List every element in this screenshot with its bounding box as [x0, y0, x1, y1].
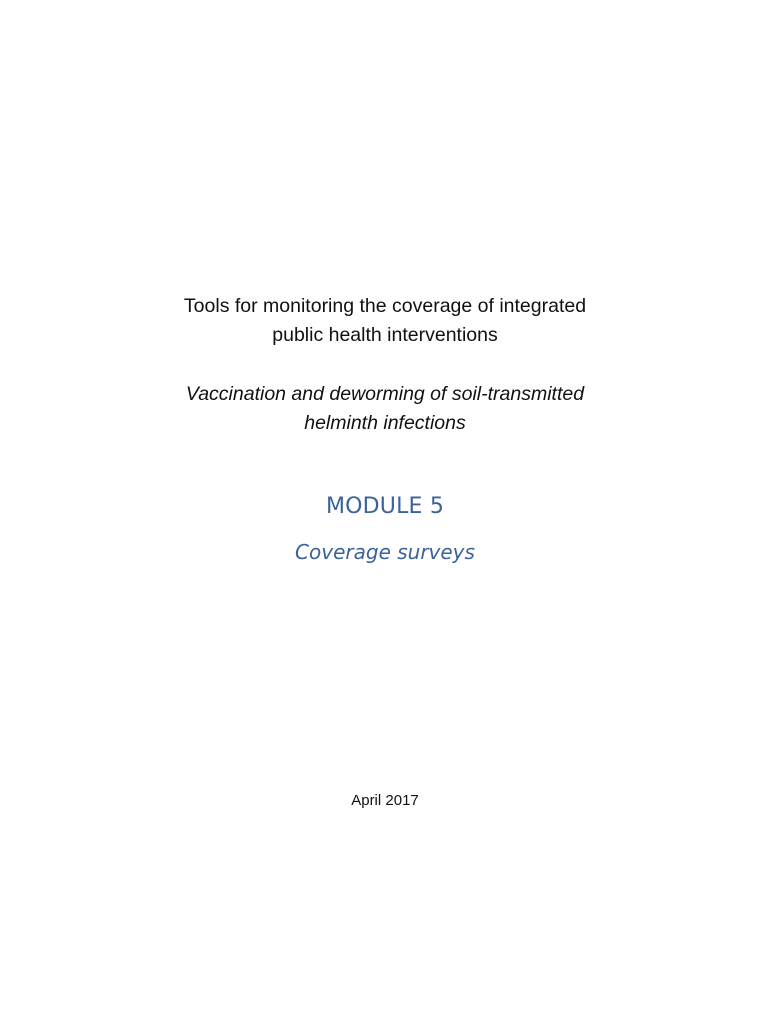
document-subtitle [0, 380, 770, 438]
document-subtitle-line-2: helminth infections [304, 412, 466, 434]
publication-date: April 2017 [351, 792, 419, 809]
document-title [0, 292, 770, 350]
module-title: Coverage surveys [295, 540, 475, 564]
module-label: MODULE 5 [325, 494, 445, 519]
document-subtitle-line-1: Vaccination and deworming of soil-transmitted [185, 383, 585, 405]
document-title-line-2: public health interventions [272, 324, 498, 346]
document-title-line-1: Tools for monitoring the coverage of integrated [183, 295, 587, 317]
